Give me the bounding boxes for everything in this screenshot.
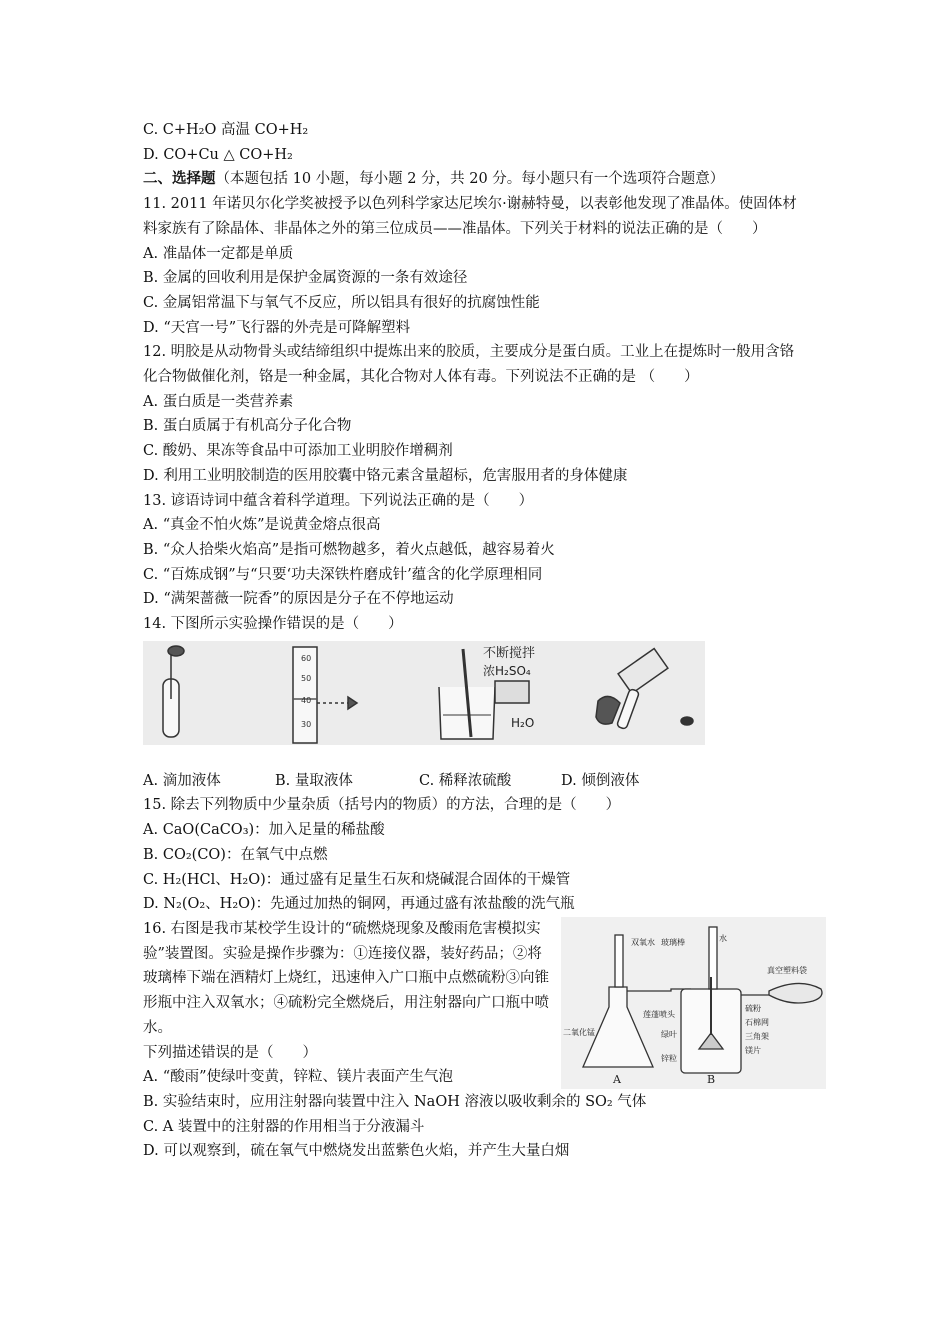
section-header (143, 167, 808, 192)
question-16-stem: 16. 右图是我市某校学生设计的“硫燃烧现象及酸雨危害模拟实验”装置图。实验是操作步骤为：①连接仪器，装好药品；②将玻璃棒下端在酒精灯上烧红，迅速伸入广口瓶中点燃硫粉③向锥形瓶中注入双氧水；④硫粉完全燃烧后，用注射器向广口瓶中喷水。 (143, 920, 549, 1036)
plastic-bag (769, 983, 822, 1003)
label-asbestos: 石棉网 (745, 1017, 769, 1027)
label-nozzle: 莲蓬喷头 (643, 1009, 675, 1019)
label-leaf: 绿叶 (661, 1029, 677, 1039)
label-rod: 玻璃棒 (661, 937, 685, 947)
dropper-test-tube-icon (163, 646, 184, 737)
option-c-prev: C. C+H₂O 高温 CO+H₂ (143, 122, 309, 138)
label-water: H₂O (511, 715, 535, 730)
option-d-prev: D. CO+Cu △ CO+H₂ (143, 146, 293, 163)
label-stir: 不断搅拌 (483, 645, 536, 661)
q14-option-d: D. 倾倒液体 (561, 772, 640, 789)
label-h2o2: 双氧水 (631, 937, 655, 947)
conical-flask-a (583, 987, 653, 1067)
syringe-a (615, 935, 623, 987)
q14-options (143, 769, 808, 794)
q14-option-c: C. 稀释浓硫酸 (419, 772, 512, 789)
q16-option-b: B. 实验结束时，应用注射器向装置中注入 NaOH 溶液以吸收剩余的 SO₂ 气体 (143, 1093, 647, 1110)
question-16-ask: 下列描述错误的是（ ） (143, 1044, 317, 1061)
q14-option-b: B. 量取液体 (275, 772, 353, 789)
q16-option-a: A. “酸雨”使绿叶变黄，锌粒、镁片表面产生气泡 (143, 1069, 454, 1086)
lab-operations-illustration (143, 641, 705, 745)
question-15-stem: 15. 除去下列物质中少量杂质（括号内的物质）的方法，合理的是（ ） (143, 797, 621, 814)
section-note: （本题包括 10 小题，每小题 2 分，共 20 分。每小题只有一个选项符合题意） (215, 171, 725, 188)
label-sulfur: 硫粉 (745, 1003, 761, 1013)
document-page (143, 118, 808, 1164)
question-12-stem: 12. 明胶是从动物骨头或结缔组织中提炼出来的胶质，主要成分是蛋白质。工业上在提炼时一般用含铬化合物做催化剂，铬是一种金属，其化合物对人体有毒。下列说法不正确的是 （ ） (143, 344, 795, 386)
q11-option-a: A. 准晶体一定都是单质 (143, 245, 294, 262)
q12-option-b: B. 蛋白质属于有机高分子化合物 (143, 418, 352, 435)
q13-option-d: D. “满架蔷薇一院香”的原因是分子在不停地运动 (143, 591, 454, 608)
question-11-stem: 11. 2011 年诺贝尔化学奖被授予以色列科学家达尼埃尔·谢赫特曼，以表彰他发现了准晶体。使固体材料家族有了除晶体、非晶体之外的第三位成员——准晶体。下列关于材料的说法正确的是（ ） (143, 196, 797, 237)
q12-option-c: C. 酸奶、果冻等食品中可添加工业明胶作增稠剂 (143, 443, 453, 460)
q11-option-b: B. 金属的回收利用是保护金属资源的一条有效途径 (143, 270, 468, 287)
q14-figure (143, 641, 705, 745)
question-14-stem: 14. 下图所示实验操作错误的是（ ） (143, 616, 403, 633)
q15-option-d: D. N₂(O₂、H₂O)：先通过加热的铜网，再通过盛有浓盐酸的洗气瓶 (143, 896, 575, 913)
q16-option-c: C. A 装置中的注射器的作用相当于分液漏斗 (143, 1118, 425, 1135)
section-title: 二、选择题 (143, 170, 216, 188)
label-b: B (707, 1072, 716, 1086)
q13-option-a: A. “真金不怕火炼”是说黄金熔点很高 (143, 517, 381, 534)
q16-apparatus-figure (561, 917, 826, 1089)
label-acid: 浓H₂SO₄ (483, 663, 531, 678)
q16-option-d: D. 可以观察到，硫在氧气中燃烧发出蓝紫色火焰，并产生大量白烟 (143, 1143, 570, 1160)
label-mg: 镁片 (745, 1045, 761, 1055)
q14-option-a: A. 滴加液体 (143, 772, 221, 789)
q12-option-d: D. 利用工业明胶制造的医用胶囊中铬元素含量超标，危害服用者的身体健康 (143, 467, 628, 484)
tick-60: 60 (301, 653, 312, 663)
tick-30: 30 (301, 719, 312, 729)
q15-option-a: A. CaO(CaCO₃)：加入足量的稀盐酸 (143, 822, 385, 839)
q15-option-c: C. H₂(HCl、H₂O)：通过盛有足量生石灰和烧碱混合固体的干燥管 (143, 871, 571, 888)
tick-50: 50 (301, 673, 312, 683)
label-a: A (613, 1072, 621, 1086)
label-zinc: 锌粒 (661, 1053, 677, 1063)
label-triangle: 三角架 (745, 1031, 769, 1041)
q11-option-c: C. 金属铝常温下与氧气不反应，所以铝具有很好的抗腐蚀性能 (143, 294, 540, 311)
q13-option-c: C. “百炼成钢”与“只要‘功夫深铁杵磨成针’蕴含的化学原理相同 (143, 566, 543, 583)
label-bag: 真空塑料袋 (767, 965, 807, 975)
q15-option-b: B. CO₂(CO)：在氧气中点燃 (143, 846, 328, 863)
tick-40: 40 (301, 695, 312, 705)
q12-option-a: A. 蛋白质是一类营养素 (143, 393, 294, 410)
label-mno2: 二氧化锰 (563, 1027, 595, 1037)
label-water: 水 (719, 933, 727, 943)
q13-option-b: B. “众人拾柴火焰高”是指可燃物越多，着火点越低，越容易着火 (143, 541, 555, 558)
question-13-stem: 13. 谚语诗词中蕴含着科学道理。下列说法正确的是（ ） (143, 492, 534, 509)
pouring-bottle-icon (596, 648, 693, 729)
acid-rain-apparatus-illustration (561, 917, 826, 1089)
q11-option-d: D. “天宫一号”飞行器的外壳是可降解塑料 (143, 319, 411, 336)
